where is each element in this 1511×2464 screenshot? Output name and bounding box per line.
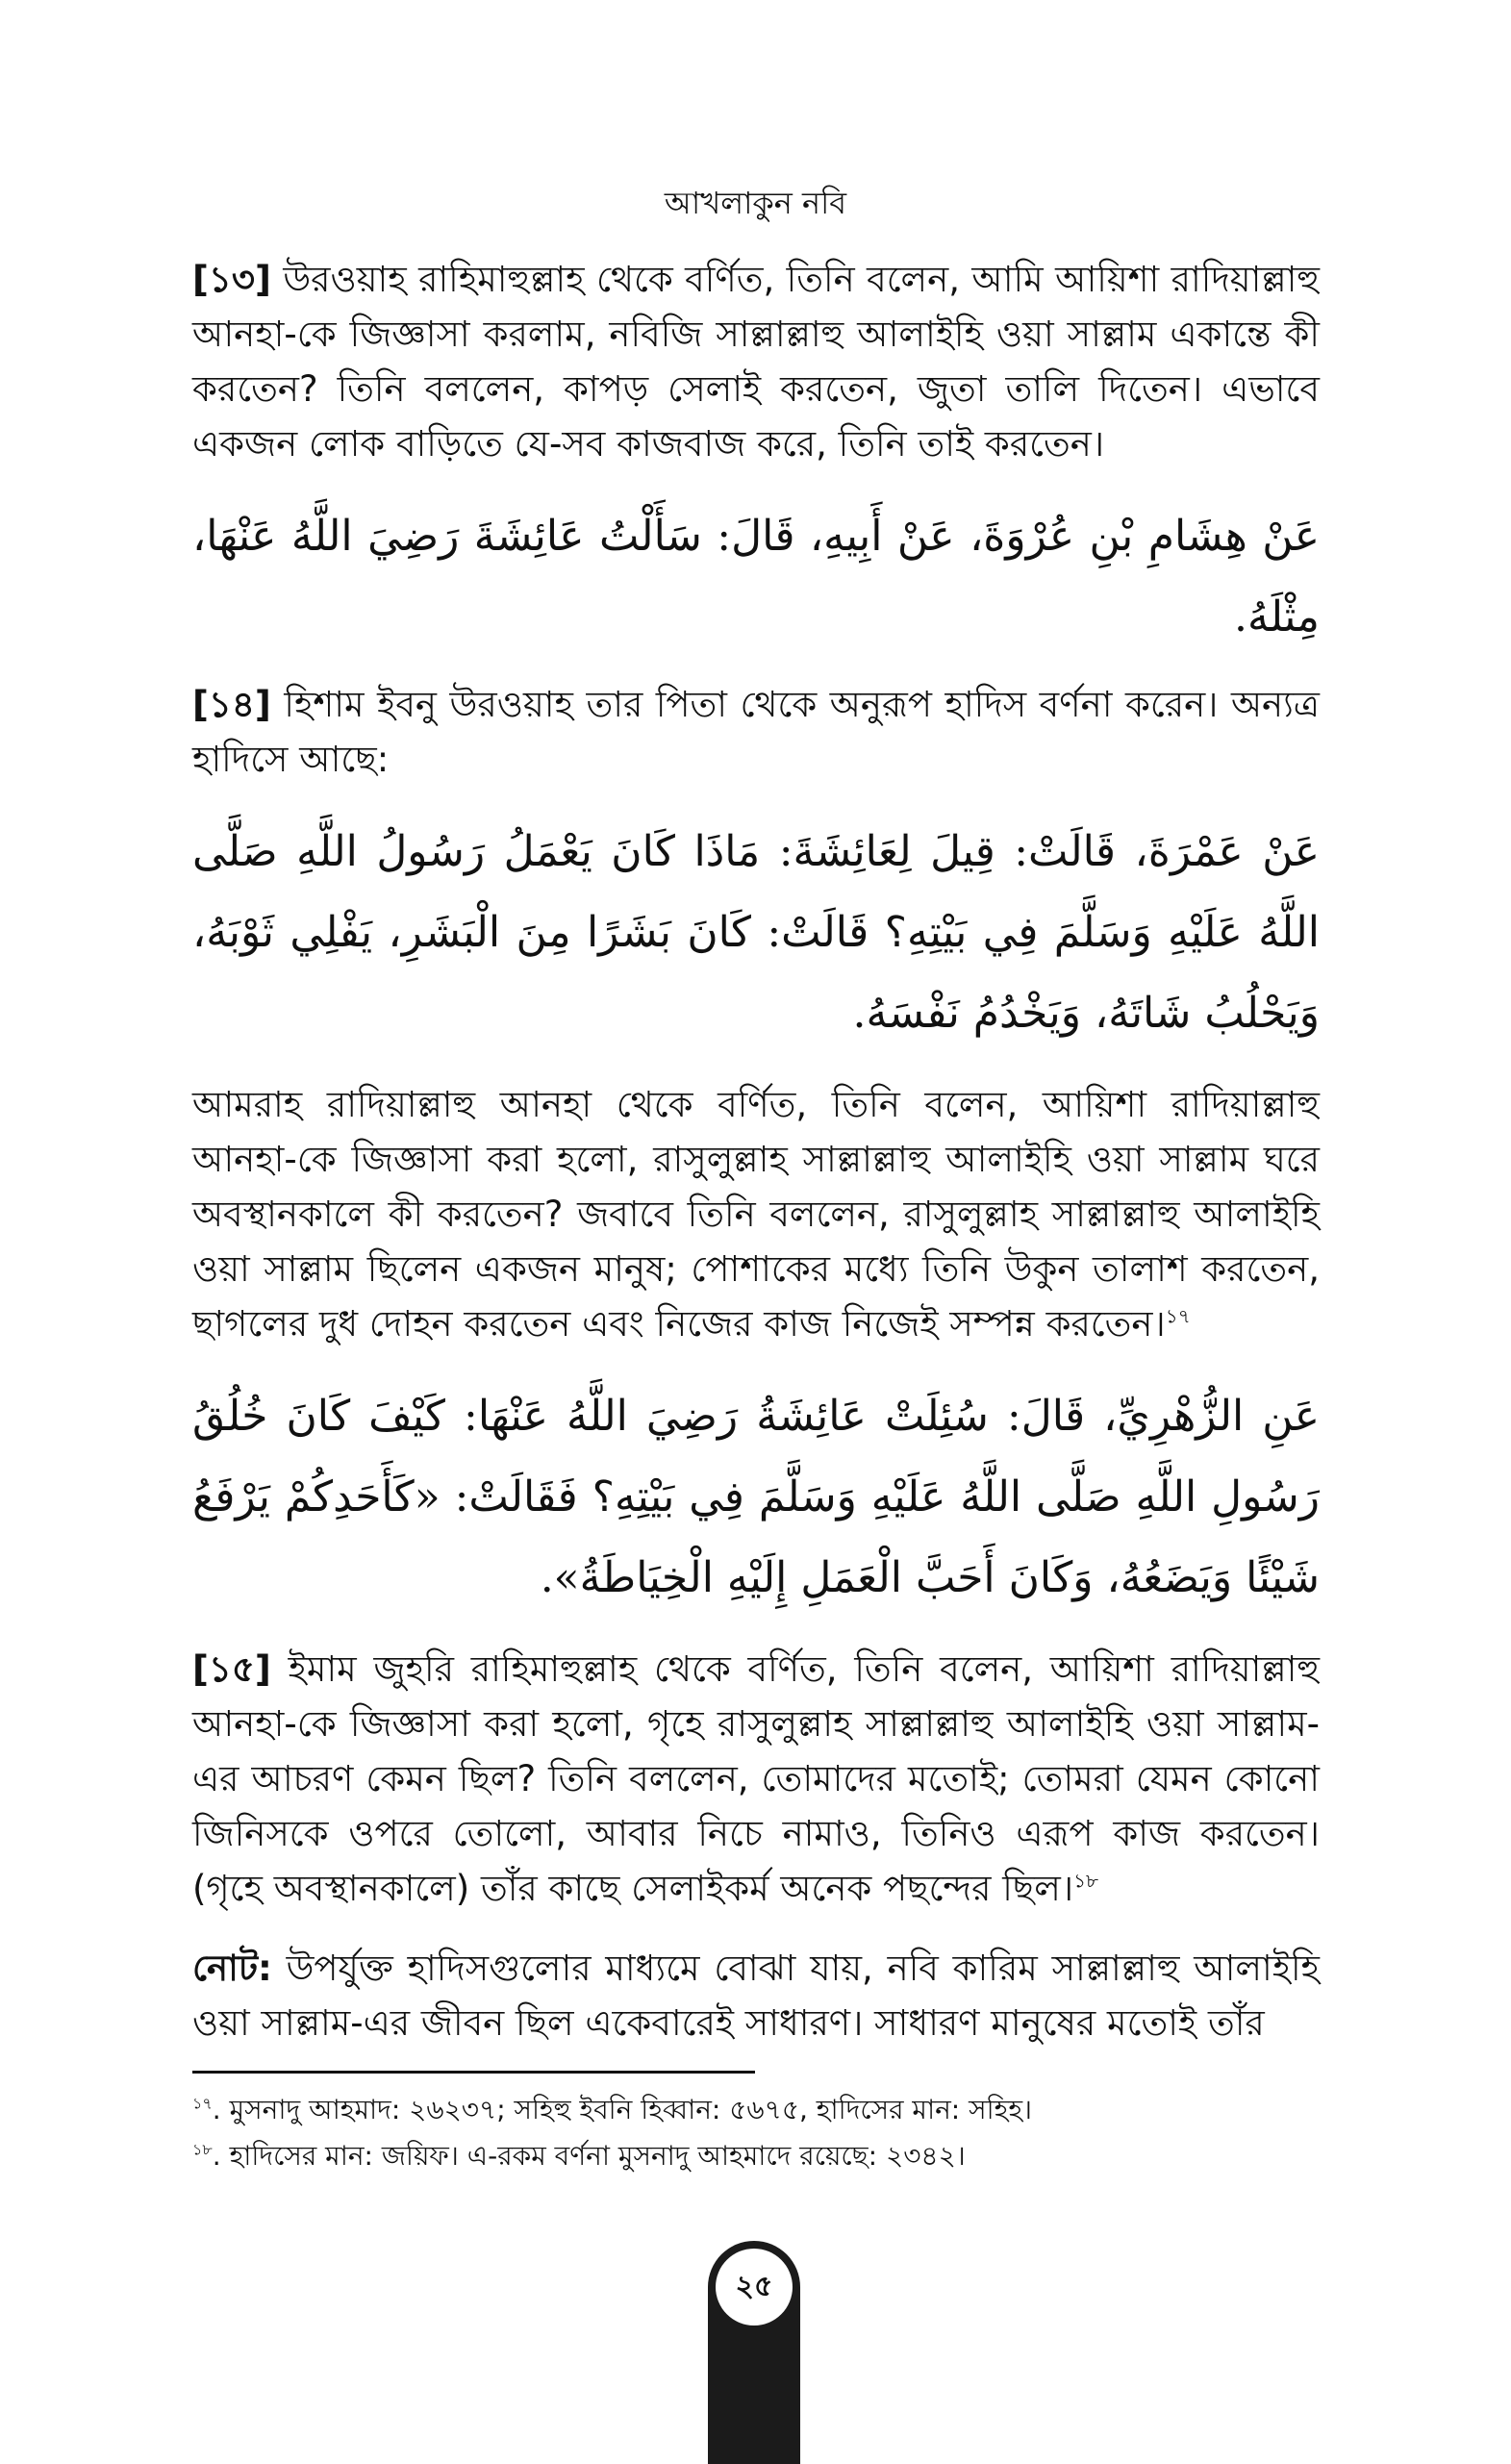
hadith-text: হিশাম ইবনু উরওয়াহ তার পিতা থেকে অনুরূপ হাদিস বর্ণনা করেন। অন্যত্র হাদিসে আছে: [192, 684, 1320, 780]
hadith-14 [192, 677, 1320, 787]
hadith-text: ইমাম জুহরি রাহিমাহুল্লাহ থেকে বর্ণিত, তিনি বলেন, আয়িশা রাদিয়াল্লাহু আনহা-কে জিজ্ঞাসা করা হলো, গৃহে রাসুলুল্লাহ সাল্লাল্লাহু আলাইহি ওয়া সাল্লাম-এর আচরণ কেমন ছিল? তিনি বললেন, তোমাদের মতোই; তোমরা যেমন কোনো জিনিসকে ওপরে তোলো, আবার নিচে নামাও, তিনিও এরূপ কাজ করতেন। (গৃহে অবস্থানকালে) তাঁর কাছে সেলাইকর্ম অনেক পছন্দের ছিল। [192, 1648, 1320, 1909]
hadith-13 [192, 252, 1320, 471]
note-text: উপর্যুক্ত হাদিসগুলোর মাধ্যমে বোঝা যায়, নবি কারিম সাল্লাল্লাহু আলাইহি ওয়া সাল্লাম-এর জীবন ছিল একেবারেই সাধারণ। সাধারণ মানুষের মতোই তাঁর [192, 1948, 1320, 2044]
hadith-text: উরওয়াহ রাহিমাহুল্লাহ থেকে বর্ণিত, তিনি বলেন, আমি আয়িশা রাদিয়াল্লাহু আনহা-কে জিজ্ঞাসা করলাম, নবিজি সাল্লাল্লাহু আলাইহি ওয়া সাল্লাম একান্তে কী করতেন? তিনি বললেন, কাপড় সেলাই করতেন, জুতা তালি দিতেন। এভাবে একজন লোক বাড়িতে যে-সব কাজবাজ করে, তিনি তাই করতেন। [192, 259, 1320, 465]
footnote-17 [192, 2087, 1320, 2133]
translation-text: আমরাহ রাদিয়াল্লাহু আনহা থেকে বর্ণিত, তিনি বলেন, আয়িশা রাদিয়াল্লাহু আনহা-কে জিজ্ঞাসা করা হলো, রাসুলুল্লাহ সাল্লাল্লাহু আলাইহি ওয়া সাল্লাম ঘরে অবস্থানকালে কী করতেন? জবাবে তিনি বললেন, রাসুলুল্লাহ সাল্লাল্লাহু আলাইহি ওয়া সাল্লাম ছিলেন একজন মানুষ; পোশাকের মধ্যে তিনি উকুন তালাশ করতেন, ছাগলের দুধ দোহন করতেন এবং নিজের কাজ নিজেই সম্পন্ন করতেন। [192, 1084, 1320, 1345]
page-body [192, 252, 1320, 2075]
footnote-mark: ১৭ [192, 2094, 213, 2113]
arabic-text-1: عَنْ هِشَامِ بْنِ عُرْوَةَ، عَنْ أَبِيهِ، قَالَ: سَأَلْتُ عَائِشَةَ رَضِيَ اللَّهُ عَنْهَا، مِثْلَهُ. [192, 512, 1320, 641]
footnotes [192, 2087, 1320, 2179]
running-header: আখলাকুন নবি [664, 185, 847, 221]
footnote-ref-17[interactable]: ১৭ [1165, 1304, 1191, 1328]
arabic-text-3: عَنِ الزُّهْرِيِّ، قَالَ: سُئِلَتْ عَائِشَةُ رَضِيَ اللَّهُ عَنْهَا: كَيْفَ كَانَ خُلُقُ رَسُولِ اللَّهِ صَلَّى اللَّهُ عَلَيْهِ وَسَلَّمَ فِي بَيْتِهِ؟ فَقَالَتْ: «كَأَحَدِكُمْ يَرْفَعُ شَيْئًا وَيَضَعُهُ، وَكَانَ أَحَبَّ الْعَمَلِ إِلَيْهِ الْخِيَاطَةُ». [192, 1392, 1320, 1602]
page-number-tab [708, 2241, 800, 2464]
arabic-text-2: عَنْ عَمْرَةَ، قَالَتْ: قِيلَ لِعَائِشَةَ: مَاذَا كَانَ يَعْمَلُ رَسُولُ اللَّهِ صَلَّى اللَّهُ عَلَيْهِ وَسَلَّمَ فِي بَيْتِهِ؟ قَالَتْ: كَانَ بَشَرًا مِنَ الْبَشَرِ، يَفْلِي ثَوْبَهُ، وَيَحْلُبُ شَاتَهُ، وَيَخْدُمُ نَفْسَهُ. [192, 827, 1321, 1038]
amrah-translation [192, 1077, 1320, 1351]
hadith-number: [১৪] [192, 684, 271, 725]
footnote-divider [192, 2071, 755, 2074]
note-label: নোট: [192, 1948, 272, 1989]
footnote-text: . হাদিসের মান: জয়িফ। এ-রকম বর্ণনা মুসনাদু আহমাদে রয়েছে: ২৩৪২। [212, 2140, 966, 2172]
footnote-18 [192, 2133, 1320, 2179]
hadith-15 [192, 1642, 1320, 1916]
note-paragraph [192, 1941, 1320, 2050]
footnote-ref-18[interactable]: ১৮ [1073, 1869, 1099, 1893]
hadith-number: [১৫] [192, 1648, 271, 1690]
hadith-number: [১৩] [192, 259, 271, 300]
footnote-mark: ১৮ [192, 2140, 213, 2159]
footnote-text: . মুসনাদু আহমাদ: ২৬২৩৭; সহিহু ইবনি হিব্বান: ৫৬৭৫, হাদিসের মান: সহিহ। [212, 2094, 1033, 2125]
page-number: ২৫ [716, 2249, 793, 2326]
